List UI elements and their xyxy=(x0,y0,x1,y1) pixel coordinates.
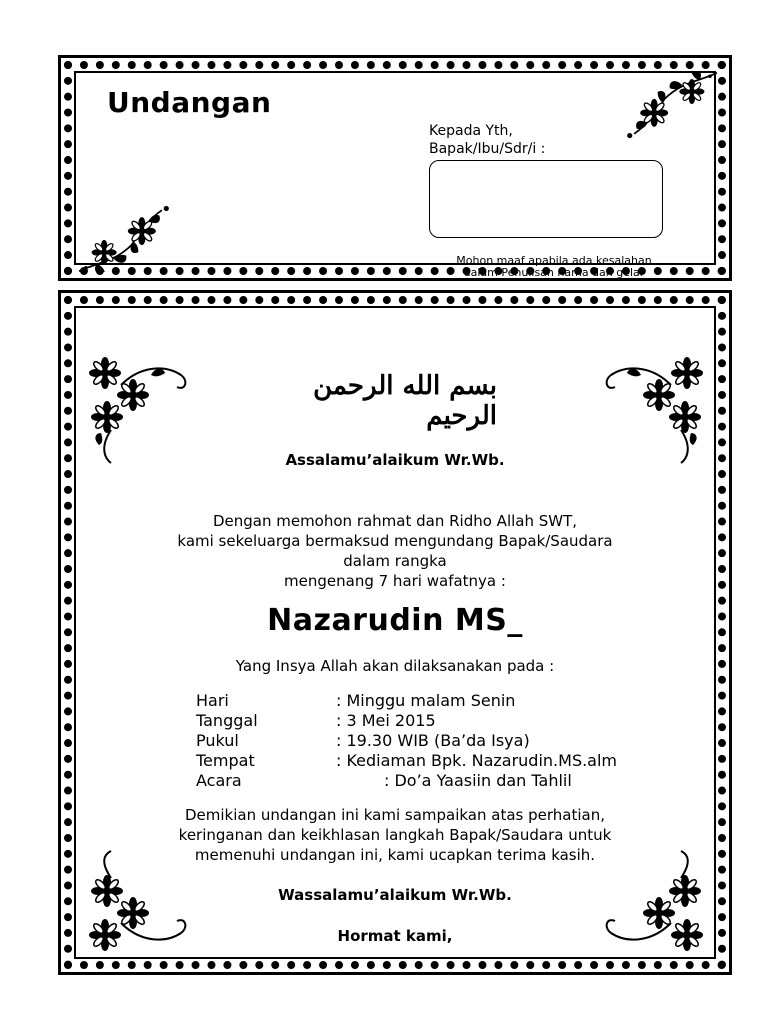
closing-line: Demikian undangan ini kami sampaikan atas perhatian, xyxy=(185,806,605,824)
invitation-card xyxy=(58,290,732,975)
opening-line: mengenang 7 hari wafatnya : xyxy=(284,572,506,590)
floral-corner-bottom-left-icon xyxy=(81,848,191,963)
opening-line: kami sekeluarga bermaksud mengundang Bapak/Saudara xyxy=(177,532,613,550)
detail-value: : Do’a Yaasiin dan Tahlil xyxy=(384,771,572,790)
floral-corner-bottom-right-icon xyxy=(601,848,711,963)
opening-line: Dengan memohon rahmat dan Ridho Allah SWT, xyxy=(212,512,578,530)
deceased-name: Nazarudin MS_ xyxy=(267,603,523,638)
detail-value: : 19.30 WIB (Ba’da Isya) xyxy=(336,731,530,750)
detail-label: Hari xyxy=(196,691,229,710)
floral-corner-bottom-left-icon xyxy=(79,192,175,272)
detail-label: Pukul xyxy=(196,731,239,750)
recipient-label xyxy=(429,122,545,158)
envelope-card xyxy=(58,55,732,281)
floral-corner-top-right-icon xyxy=(621,72,717,152)
detail-label: Tanggal xyxy=(196,711,258,730)
opening-paragraph xyxy=(81,511,709,591)
envelope-title: Undangan xyxy=(107,86,272,119)
basmalah-text: بسم الله الرحمن الرحيم xyxy=(313,371,497,431)
greeting: Assalamu’alaikum Wr.Wb. xyxy=(285,451,505,469)
closing-paragraph xyxy=(81,805,709,865)
signature-line: Hormat kami, xyxy=(337,927,453,945)
intro-line: Yang Insya Allah akan dilaksanakan pada : xyxy=(235,657,555,675)
apology-note: Mohon maaf apabila ada kesalahan dalam Penulisan nama dan gelar xyxy=(456,254,652,279)
detail-value: : 3 Mei 2015 xyxy=(336,711,436,730)
basmalah-calligraphy xyxy=(281,371,497,431)
recipient-line-1: Kepada Yth, xyxy=(429,123,513,139)
recipient-name-box xyxy=(429,160,663,238)
detail-value: : Minggu malam Senin xyxy=(336,691,516,710)
closing-greeting: Wassalamu’alaikum Wr.Wb. xyxy=(278,886,512,904)
detail-value: : Kediaman Bpk. Nazarudin.MS.alm xyxy=(336,751,618,770)
detail-label: Acara xyxy=(196,771,242,790)
recipient-line-2: Bapak/Ibu/Sdr/i : xyxy=(429,141,546,157)
opening-line: dalam rangka xyxy=(343,552,447,570)
detail-label: Tempat xyxy=(196,751,255,770)
closing-line: memenuhi undangan ini, kami ucapkan terima kasih. xyxy=(194,846,596,864)
closing-line: keringanan dan keikhlasan langkah Bapak/Saudara untuk xyxy=(178,826,612,844)
